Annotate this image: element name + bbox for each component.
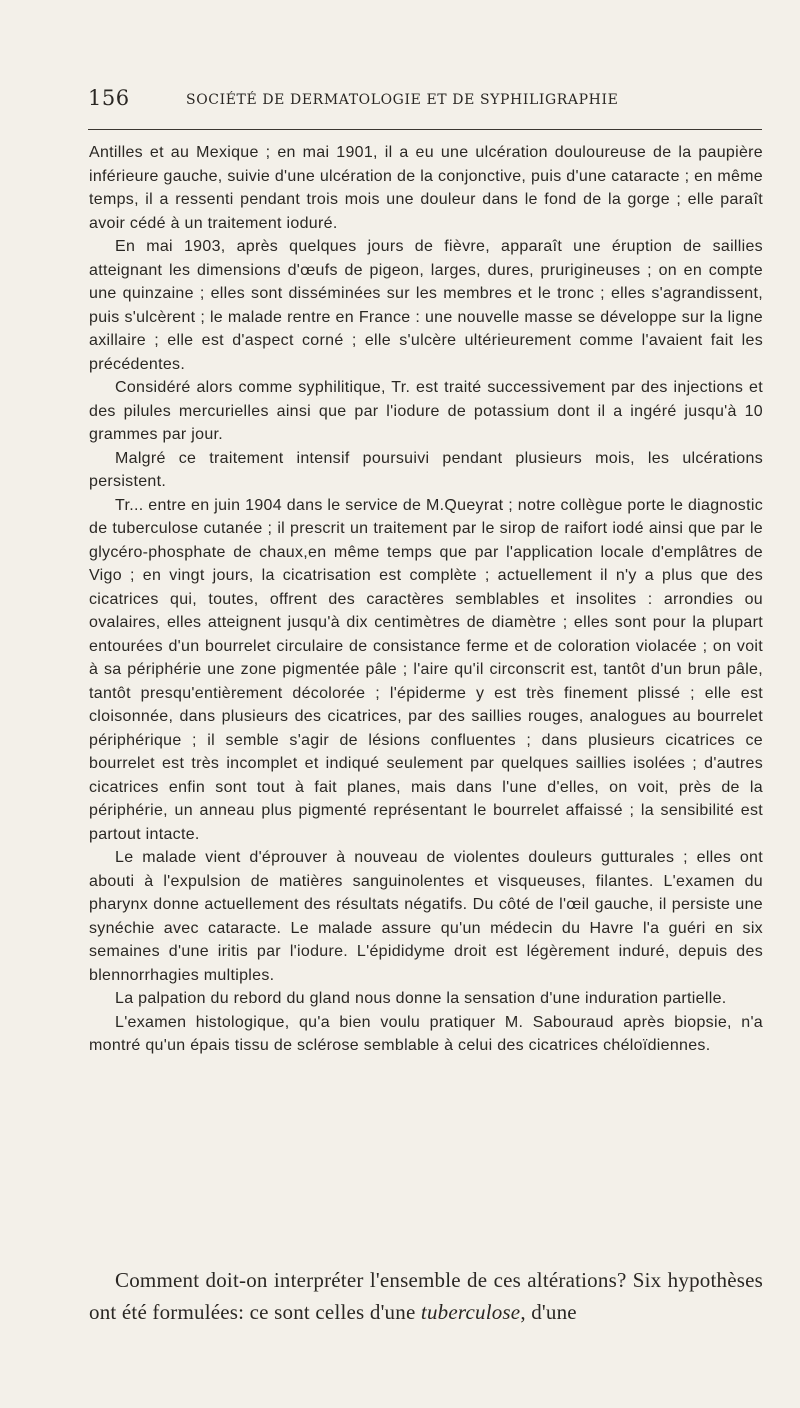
closing-text — [89, 1264, 763, 1328]
closing-paragraph — [89, 1264, 763, 1328]
closing-italic-term: tuberculose — [420, 1300, 521, 1324]
body-text — [89, 141, 763, 1058]
closing-text-start: Comment doit-on interpréter l'ensemble de ces altérations? Six hypothèses ont été formulées: ce sont celles d'une — [89, 1268, 763, 1324]
paragraph-4: Malgré ce traitement intensif poursuivi pendant plusieurs mois, les ulcérations persistent. — [89, 449, 763, 490]
page-number: 156 — [88, 86, 130, 110]
paragraph-8: L'examen histologique, qu'a bien voulu pratiquer M. Sabouraud après biopsie, n'a montré qu'un épais tissu de sclérose semblable à celui des cicatrices chéloïdiennes. — [89, 1013, 763, 1054]
paragraph-3: Considéré alors comme syphilitique, Tr. est traité successivement par des injections et des pilules mercurielles ainsi que par l'iodure de potassium dont il a ingéré jusqu'à 10 grammes par jour. — [89, 379, 763, 443]
paragraph-5: Tr... entre en juin 1904 dans le service de M.Queyrat ; notre collègue porte le diagnostic de tuberculose cutanée ; il prescrit un traitement par le sirop de raifort iodé ainsi que par le glycéro-phosphate de chaux,en même temps que par l'application locale d'emplâtres de Vigo ; en vingt jours, la cicatrisation est complète ; actuellement il n'y a plus que des cicatrices qui, toutes, offrent des caractères semblables et insolites : arrondies ou ovalaires, elles atteignent jusqu'à dix centimètres de diamètre ; elles sont pour la plupart entourées d'un bourrelet circulaire de consistance ferme et de coloration violacée ; on voit à sa périphérie une zone pigmentée pâle ; l'aire qu'il circonscrit est, tantôt d'un brun pâle, tantôt presqu'entièrement décolorée ; l'épiderme y est très finement plissé ; elle est cloisonnée, dans plusieurs des cicatrices, par des saillies rouges, analogues au bourrelet périphérique ; il semble s'agir de lésions confluentes ; dans plusieurs cicatrices ce bourrelet est très incomplet et indiqué seulement par quelques saillies isolées ; d'autres cicatrices enfin sont tout à fait planes, mais dans l'une d'elles, on voit, près de la périphérie, un anneau plus pigmenté représentant le bourrelet affaissé ; la sensibilité est partout intacte. — [89, 496, 763, 843]
running-title: SOCIÉTÉ DE DERMATOLOGIE ET DE SYPHILIGRAPHIE — [186, 92, 619, 108]
paragraph-7: La palpation du rebord du gland nous donne la sensation d'une induration partielle. — [115, 990, 727, 1007]
paragraph-6: Le malade vient d'éprouver à nouveau de violentes douleurs gutturales ; elles ont abouti à l'expulsion de matières sanguinolentes et visqueuses, filantes. L'examen du pharynx donne actuellement des résultats négatifs. Du côté de l'œil gauche, il persiste une synéchie avec cataracte. Le malade assure qu'un médecin du Havre l'a guéri en six semaines d'une iritis par l'iodure. L'épididyme droit est légèrement induré, depuis des blennorrhagies multiples. — [89, 849, 763, 984]
paragraph-1: Antilles et au Mexique ; en mai 1901, il a eu une ulcération douloureuse de la paupière inférieure gauche, suivie d'une ulcération de la conjonctive, puis d'une cataracte ; en même temps, il a ressenti pendant trois mois une douleur dans le fond de la gorge ; elle paraît avoir cédé à un traitement ioduré. — [89, 144, 763, 232]
paragraph-2: En mai 1903, après quelques jours de fièvre, apparaît une éruption de saillies atteignant les dimensions d'œufs de pigeon, larges, dures, prurigineuses ; on en compte une quinzaine ; elles sont disséminées sur les membres et le tronc ; elles s'agrandissent, puis s'ulcèrent ; le malade rentre en France : une nouvelle masse se développe sur la ligne axillaire ; elle est d'aspect corné ; elle s'ulcère ultérieurement comme l'avaient fait les précédentes. — [89, 238, 763, 373]
page-header — [88, 86, 764, 118]
header-rule — [88, 129, 762, 130]
closing-text-end: , d'une — [520, 1300, 577, 1324]
